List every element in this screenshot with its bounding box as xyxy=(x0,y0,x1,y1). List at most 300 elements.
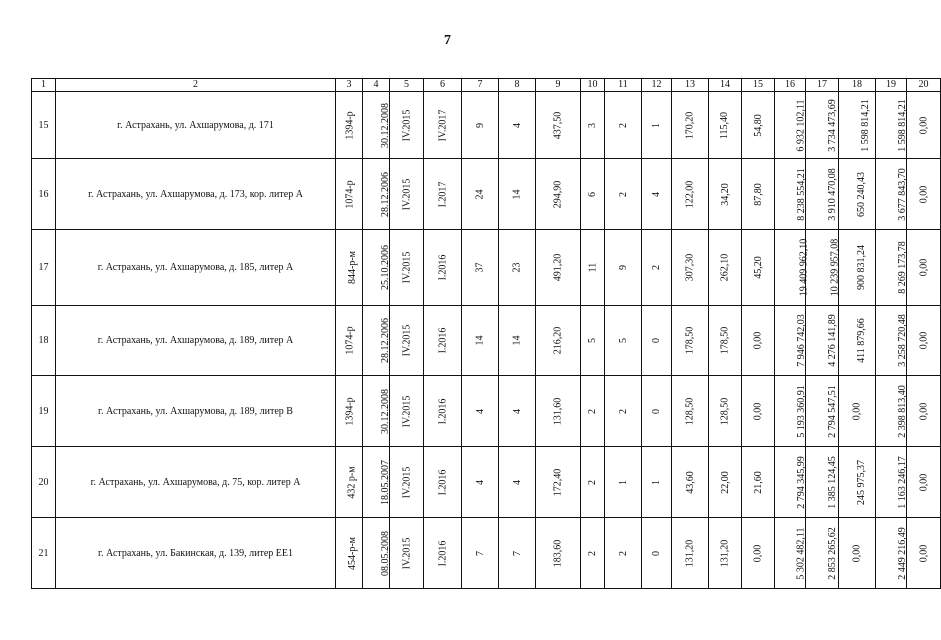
cell-c17 xyxy=(806,230,839,306)
column-header: 18 xyxy=(839,79,876,92)
cell-text: 16 xyxy=(38,188,49,200)
cell-text: 131,20 xyxy=(684,539,696,567)
cell-text: 4 xyxy=(511,122,523,128)
cell-num xyxy=(32,518,56,589)
cell-c17 xyxy=(806,518,839,589)
column-header: 2 xyxy=(56,79,336,92)
cell-text: 0,00 xyxy=(918,473,929,491)
cell-text: 17 xyxy=(38,262,49,273)
cell-text: 178,50 xyxy=(719,326,731,355)
cell-text: 294,90 xyxy=(552,180,564,208)
cell-text: 5 xyxy=(617,338,629,343)
cell-text: 131,60 xyxy=(552,397,564,425)
cell-text: 4 xyxy=(474,408,486,414)
column-header: 8 xyxy=(499,79,536,92)
cell-doc-date xyxy=(363,306,390,376)
cell-c6 xyxy=(424,518,462,589)
cell-text: 491,20 xyxy=(552,253,564,282)
cell-text: IV.2017 xyxy=(436,109,448,141)
cell-c13 xyxy=(672,306,709,376)
cell-text: 0,00 xyxy=(918,402,929,420)
cell-text: 1 163 246,17 xyxy=(896,455,908,509)
cell-c19 xyxy=(876,447,907,518)
cell-c8 xyxy=(499,306,536,376)
table-row xyxy=(32,92,941,159)
cell-text: 0,00 xyxy=(918,331,929,350)
cell-text: IV.2015 xyxy=(400,178,412,210)
column-header: 3 xyxy=(336,79,363,92)
cell-c17 xyxy=(806,92,839,159)
cell-text: 411 879,66 xyxy=(855,318,867,363)
cell-doc-no xyxy=(336,447,363,518)
column-header: 1 xyxy=(32,79,56,92)
cell-c7 xyxy=(462,159,499,230)
cell-text: IV.2015 xyxy=(400,395,412,427)
housing-table xyxy=(31,78,941,589)
cell-num xyxy=(32,159,56,230)
cell-text: IV.2015 xyxy=(400,537,412,569)
cell-c20 xyxy=(907,376,941,447)
column-header: 7 xyxy=(462,79,499,92)
cell-c20 xyxy=(907,159,941,230)
cell-c16 xyxy=(775,376,806,447)
cell-text: 0 xyxy=(651,408,662,414)
cell-text: 11 xyxy=(586,262,598,273)
cell-text: 18.05.2007 xyxy=(380,459,391,505)
cell-doc-no xyxy=(336,159,363,230)
table-row xyxy=(32,376,941,447)
cell-text: 54,80 xyxy=(752,113,764,137)
cell-c18 xyxy=(839,159,876,230)
cell-c15 xyxy=(742,92,775,159)
cell-text: 1 xyxy=(651,479,662,485)
cell-address xyxy=(56,230,336,306)
cell-text: г. Астрахань, ул. Ахшарумова, д. 189, литер А xyxy=(97,335,294,346)
cell-c11 xyxy=(605,230,642,306)
cell-c15 xyxy=(742,518,775,589)
cell-text: I.2016 xyxy=(437,327,448,354)
cell-text: 245 975,37 xyxy=(856,459,867,505)
cell-text: 28.12.2006 xyxy=(380,171,391,217)
cell-c20 xyxy=(907,518,941,589)
cell-c6 xyxy=(424,92,462,159)
cell-text: г. Астрахань, ул. Ахшарумова, д. 75, кор. литер А xyxy=(90,476,301,488)
column-header: 10 xyxy=(581,79,605,92)
cell-c10 xyxy=(581,518,605,589)
page-number: 7 xyxy=(444,33,451,48)
cell-c7 xyxy=(462,376,499,447)
column-header: 17 xyxy=(806,79,839,92)
column-header: 15 xyxy=(742,79,775,92)
cell-c13 xyxy=(672,518,709,589)
cell-text: 183,60 xyxy=(552,539,564,567)
cell-text: 128,50 xyxy=(719,397,731,425)
cell-text: 432 р-м xyxy=(346,465,358,499)
cell-doc-no xyxy=(336,92,363,159)
cell-text: 437,50 xyxy=(552,111,564,139)
cell-c16 xyxy=(775,447,806,518)
cell-c14 xyxy=(709,306,742,376)
cell-c6 xyxy=(424,230,462,306)
column-header: 9 xyxy=(536,79,581,92)
cell-text: 2 xyxy=(617,191,629,197)
cell-text: I.2016 xyxy=(437,254,448,281)
cell-text: 8 238 554,21 xyxy=(795,167,807,221)
cell-text: 1 xyxy=(651,122,662,128)
cell-text: 2 853 265,62 xyxy=(826,526,838,580)
cell-text: 5 xyxy=(587,338,598,343)
cell-text: 1074-р xyxy=(344,179,356,209)
cell-address xyxy=(56,518,336,589)
cell-text: 0,00 xyxy=(851,544,863,562)
cell-c6 xyxy=(424,159,462,230)
cell-text: 454-р-м xyxy=(347,536,358,570)
cell-text: IV.2015 xyxy=(400,251,412,284)
cell-text: 1394-р xyxy=(344,396,356,426)
cell-c9 xyxy=(536,306,581,376)
table-row xyxy=(32,447,941,518)
cell-text: 1 xyxy=(617,479,629,485)
column-header: 5 xyxy=(390,79,424,92)
cell-num xyxy=(32,447,56,518)
cell-c15 xyxy=(742,376,775,447)
cell-c11 xyxy=(605,518,642,589)
cell-address xyxy=(56,159,336,230)
cell-c5 xyxy=(390,447,424,518)
cell-c10 xyxy=(581,159,605,230)
cell-text: 7 xyxy=(511,550,523,556)
cell-text: 0 xyxy=(651,550,662,556)
column-header: 13 xyxy=(672,79,709,92)
cell-text: г. Астрахань, ул. Ахшарумова, д. 173, кор. литер А xyxy=(88,188,303,200)
cell-text: IV.2015 xyxy=(400,324,412,357)
column-header: 20 xyxy=(907,79,941,92)
cell-num xyxy=(32,376,56,447)
cell-c7 xyxy=(462,306,499,376)
cell-address xyxy=(56,306,336,376)
cell-c6 xyxy=(424,306,462,376)
cell-c9 xyxy=(536,447,581,518)
cell-text: 172,40 xyxy=(552,468,564,496)
cell-text: 30.12.2008 xyxy=(380,388,391,434)
cell-c5 xyxy=(390,92,424,159)
cell-text: 6 xyxy=(587,191,598,197)
cell-doc-no xyxy=(336,230,363,306)
cell-text: 4 xyxy=(651,191,662,197)
cell-text: 0,00 xyxy=(918,185,929,203)
cell-c14 xyxy=(709,230,742,306)
cell-c19 xyxy=(876,230,907,306)
cell-text: г. Астрахань, ул. Ахшарумова, д. 189, литер В xyxy=(98,405,293,417)
cell-c16 xyxy=(775,92,806,159)
cell-c7 xyxy=(462,230,499,306)
cell-c9 xyxy=(536,92,581,159)
cell-text: 128,50 xyxy=(684,397,696,425)
cell-text: 4 xyxy=(474,479,486,485)
cell-c12 xyxy=(642,92,672,159)
cell-c10 xyxy=(581,376,605,447)
cell-doc-date xyxy=(363,92,390,159)
cell-c11 xyxy=(605,159,642,230)
cell-num xyxy=(32,306,56,376)
column-header: 11 xyxy=(605,79,642,92)
cell-text: 3 734 473,69 xyxy=(826,98,838,152)
cell-text: 22,00 xyxy=(719,470,731,494)
cell-c14 xyxy=(709,159,742,230)
table-row xyxy=(32,518,941,589)
cell-text: 20 xyxy=(38,476,49,488)
cell-text: 87,80 xyxy=(752,182,764,206)
cell-c14 xyxy=(709,447,742,518)
cell-address xyxy=(56,447,336,518)
cell-text: 8 269 173,78 xyxy=(896,241,908,294)
cell-c10 xyxy=(581,306,605,376)
cell-num xyxy=(32,92,56,159)
cell-text: 9 xyxy=(474,122,486,128)
cell-doc-date xyxy=(363,518,390,589)
cell-c15 xyxy=(742,159,775,230)
cell-text: 43,60 xyxy=(684,470,696,494)
cell-c9 xyxy=(536,230,581,306)
cell-c12 xyxy=(642,447,672,518)
cell-c5 xyxy=(390,518,424,589)
cell-text: 0,00 xyxy=(752,331,764,350)
cell-text: 37 xyxy=(474,262,486,273)
cell-c5 xyxy=(390,306,424,376)
cell-text: 19 409 962,10 xyxy=(798,238,810,297)
cell-text: 122,00 xyxy=(684,180,696,208)
cell-c13 xyxy=(672,92,709,159)
cell-text: 45,20 xyxy=(752,256,764,279)
cell-text: 0,00 xyxy=(918,258,929,277)
cell-text: I.2017 xyxy=(437,181,448,207)
cell-text: 115,40 xyxy=(719,111,731,139)
cell-c19 xyxy=(876,159,907,230)
cell-c8 xyxy=(499,376,536,447)
cell-c16 xyxy=(775,159,806,230)
cell-text: 900 831,24 xyxy=(856,245,867,290)
cell-c20 xyxy=(907,230,941,306)
cell-c5 xyxy=(390,376,424,447)
cell-text: IV.2015 xyxy=(400,466,412,498)
cell-text: 0,00 xyxy=(752,544,764,562)
cell-num xyxy=(32,230,56,306)
cell-c18 xyxy=(839,230,876,306)
column-header: 16 xyxy=(775,79,806,92)
cell-c18 xyxy=(839,447,876,518)
cell-text: I.2016 xyxy=(437,398,448,424)
cell-text: 18 xyxy=(38,335,49,346)
cell-text: 2 794 345,99 xyxy=(795,455,807,509)
table-row xyxy=(32,306,941,376)
cell-c6 xyxy=(424,376,462,447)
cell-c18 xyxy=(839,376,876,447)
cell-c8 xyxy=(499,92,536,159)
cell-text: 3 677 843,70 xyxy=(896,167,908,221)
cell-c20 xyxy=(907,92,941,159)
cell-text: 1394-р xyxy=(344,110,356,140)
cell-text: 25.10.2006 xyxy=(380,245,391,290)
cell-text: 0,00 xyxy=(918,544,929,562)
column-header: 12 xyxy=(642,79,672,92)
cell-c11 xyxy=(605,92,642,159)
cell-c11 xyxy=(605,376,642,447)
cell-doc-no xyxy=(336,518,363,589)
cell-text: 1 598 814,21 xyxy=(859,98,871,152)
cell-text: 2 xyxy=(617,550,629,556)
cell-c11 xyxy=(605,447,642,518)
cell-text: 131,20 xyxy=(719,539,731,567)
cell-c5 xyxy=(390,230,424,306)
cell-text: 0,00 xyxy=(851,402,863,420)
cell-text: 30.12.2008 xyxy=(380,102,391,148)
cell-text: 4 xyxy=(511,408,523,414)
cell-text: 1074-р xyxy=(344,326,356,355)
cell-text: 2 xyxy=(651,265,662,270)
cell-doc-no xyxy=(336,376,363,447)
cell-c18 xyxy=(839,518,876,589)
cell-c20 xyxy=(907,306,941,376)
cell-c12 xyxy=(642,306,672,376)
cell-c19 xyxy=(876,518,907,589)
cell-c17 xyxy=(806,447,839,518)
cell-text: г. Астрахань, ул. Ахшарумова, д. 185, литер А xyxy=(97,262,294,273)
cell-c16 xyxy=(775,230,810,306)
cell-text: 7 946 742,03 xyxy=(795,314,807,367)
cell-doc-date xyxy=(363,230,390,306)
cell-c12 xyxy=(642,230,672,306)
cell-c8 xyxy=(499,447,536,518)
cell-text: 10 239 957,08 xyxy=(829,238,841,297)
cell-c16 xyxy=(775,518,806,589)
cell-text: 0 xyxy=(651,338,662,343)
cell-text: 3 910 470,08 xyxy=(826,167,838,221)
cell-c17 xyxy=(806,306,839,376)
cell-c12 xyxy=(642,376,672,447)
cell-text: 6 932 102,11 xyxy=(795,98,807,152)
cell-text: I.2016 xyxy=(437,540,448,566)
cell-c7 xyxy=(462,447,499,518)
cell-text: 0,00 xyxy=(752,402,764,420)
cell-text: 2 xyxy=(617,122,629,128)
cell-c19 xyxy=(876,92,907,159)
cell-text: 650 240,43 xyxy=(856,171,867,217)
column-header: 14 xyxy=(709,79,742,92)
cell-c13 xyxy=(672,159,709,230)
cell-text: 08.05.2008 xyxy=(380,530,391,576)
cell-text: 7 xyxy=(474,550,486,556)
cell-text: 844-р-м xyxy=(347,251,358,284)
cell-c14 xyxy=(709,376,742,447)
cell-c9 xyxy=(536,376,581,447)
cell-text: 9 xyxy=(617,265,629,270)
cell-text: 24 xyxy=(474,189,486,199)
cell-text: 170,20 xyxy=(684,111,696,139)
cell-text: г. Астрахань, ул. Ахшарумова, д. 171 xyxy=(117,119,274,131)
cell-c8 xyxy=(499,159,536,230)
cell-c17 xyxy=(806,159,839,230)
column-header: 19 xyxy=(876,79,907,92)
cell-c13 xyxy=(672,230,709,306)
cell-c9 xyxy=(536,518,581,589)
cell-text: 0,00 xyxy=(918,116,929,134)
cell-text: 19 xyxy=(38,405,49,417)
cell-text: 216,20 xyxy=(552,326,564,355)
cell-c15 xyxy=(742,306,775,376)
cell-text: I.2016 xyxy=(437,469,448,495)
column-number-row xyxy=(32,79,941,92)
cell-text: 1 385 124,45 xyxy=(826,455,838,509)
cell-address xyxy=(56,376,336,447)
cell-c13 xyxy=(672,447,709,518)
cell-text: 5 302 482,11 xyxy=(795,526,807,580)
cell-text: 28.12.2006 xyxy=(380,318,391,363)
cell-c12 xyxy=(642,159,672,230)
cell-text: 34,20 xyxy=(719,182,731,206)
cell-c15 xyxy=(742,447,775,518)
cell-c7 xyxy=(462,92,499,159)
cell-address xyxy=(56,92,336,159)
cell-c10 xyxy=(581,447,605,518)
cell-text: 2 xyxy=(617,408,629,414)
cell-c18 xyxy=(839,92,876,159)
cell-text: 4 276 141,89 xyxy=(826,314,838,367)
table-row xyxy=(32,230,941,306)
cell-c8 xyxy=(499,518,536,589)
cell-c5 xyxy=(390,159,424,230)
cell-text: 3 258 720,48 xyxy=(896,314,908,367)
table-row xyxy=(32,159,941,230)
cell-c17 xyxy=(806,376,839,447)
cell-c7 xyxy=(462,518,499,589)
cell-text: 4 xyxy=(511,479,523,485)
cell-text: 21 xyxy=(38,547,49,559)
cell-text: г. Астрахань, ул. Бакинская, д. 139, литер ЕЕ1 xyxy=(98,547,293,559)
cell-c10 xyxy=(581,230,605,306)
cell-text: 2 449 216,49 xyxy=(896,526,908,580)
cell-text: 14 xyxy=(511,189,523,199)
cell-c18 xyxy=(839,306,876,376)
cell-text: IV.2015 xyxy=(400,109,412,141)
cell-c13 xyxy=(672,376,709,447)
cell-text: 14 xyxy=(511,335,523,346)
cell-text: 2 xyxy=(587,479,598,485)
cell-c20 xyxy=(907,447,941,518)
cell-text: 2 xyxy=(587,550,598,556)
cell-text: 14 xyxy=(474,335,486,346)
cell-text: 178,50 xyxy=(684,326,696,355)
cell-c9 xyxy=(536,159,581,230)
cell-text: 3 xyxy=(587,122,598,128)
cell-text: 23 xyxy=(511,262,523,273)
cell-c12 xyxy=(642,518,672,589)
cell-text: 2 794 547,51 xyxy=(826,384,838,438)
cell-c8 xyxy=(499,230,536,306)
column-header: 6 xyxy=(424,79,462,92)
cell-text: 2 xyxy=(587,408,598,414)
cell-c11 xyxy=(605,306,642,376)
cell-c16 xyxy=(775,306,806,376)
cell-text: 15 xyxy=(38,119,49,131)
column-header: 4 xyxy=(363,79,390,92)
cell-text: 2 398 813,40 xyxy=(896,384,908,438)
cell-c19 xyxy=(876,306,907,376)
cell-c14 xyxy=(709,92,742,159)
cell-text: 1 598 814,21 xyxy=(896,98,908,152)
cell-doc-date xyxy=(363,376,390,447)
cell-text: 5 193 360,91 xyxy=(795,384,807,438)
cell-doc-date xyxy=(363,447,390,518)
